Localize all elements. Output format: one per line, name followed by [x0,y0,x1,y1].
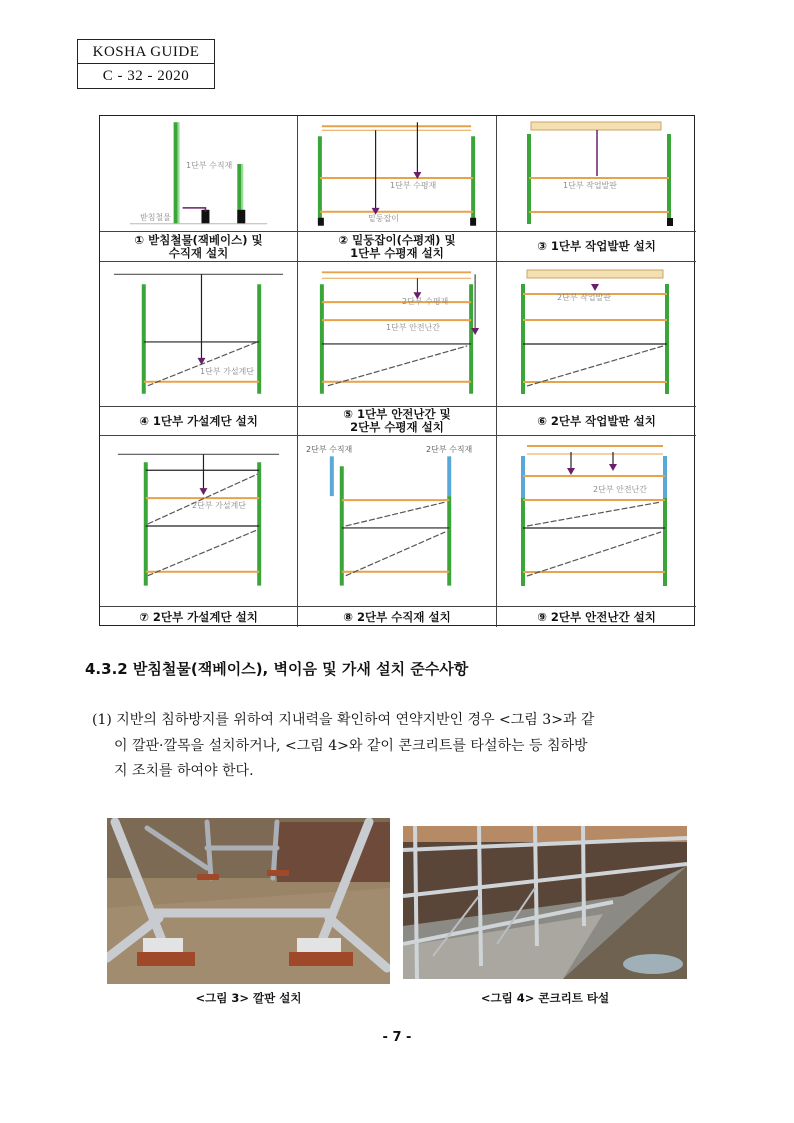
step-7-diagram [100,436,297,606]
installation-steps-grid [99,115,695,626]
step-8-caption: ⑧ 2단부 수직재 설치 [298,606,496,627]
step-1-caption: ① 받침철물(잭베이스) 및 수직재 설치 [100,231,297,261]
step-5-label-b: 1단부 안전난간 [386,323,441,332]
section-heading: 4.3.2 받침철물(잭베이스), 벽이음 및 가새 설치 준수사항 [85,660,469,678]
step-3-label: 1단부 작업발판 [563,181,618,190]
step-1-label-b: 받침철물 [140,213,171,222]
step-4-diagram [100,262,297,408]
step-6-label: 2단부 작업발판 [557,293,612,302]
step-4-label: 1단부 가설계단 [200,367,255,376]
step-2-label-b: 밑둥잡이 [368,214,399,223]
step-4-cell [100,262,298,436]
step-4-caption: ④ 1단부 가설계단 설치 [100,406,297,435]
figure-4-caption: <그림 4> 콘크리트 타설 [480,991,610,1005]
paragraph-line: 지 조치를 하여야 한다. [114,763,254,779]
document-code-box [77,39,215,89]
figure-3-caption: <그림 3> 깔판 설치 [195,991,302,1005]
step-8-diagram [298,436,496,606]
step-5-cell [298,262,497,436]
step-5-diagram [298,262,496,408]
step-2-label-a: 1단부 수평재 [390,181,437,190]
step-1-label-a: 1단부 수직재 [186,161,233,170]
step-9-label: 2단부 안전난간 [593,485,648,494]
paragraph-line: (1) 지반의 침하방지를 위하여 지내력을 확인하여 연약지반인 경우 <그림 3>과 같 [92,712,595,728]
paragraph-line: 이 깔판·깔목을 설치하거나, <그림 4>와 같이 콘크리트를 타설하는 등 침하방 [114,737,588,754]
figure-3-photo [107,818,390,984]
step-1-cell [100,116,298,262]
step-6-caption: ⑥ 2단부 작업발판 설치 [497,406,696,435]
step-5-label-a: 2단부 수평재 [402,297,449,306]
step-3-cell [497,116,696,262]
step-2-cell [298,116,497,262]
step-3-caption: ③ 1단부 작업발판 설치 [497,231,696,261]
step-8-label-a: 2단부 수직재 [306,445,353,454]
step-7-cell [100,436,298,627]
step-6-diagram [497,262,696,408]
step-8-cell [298,436,497,627]
step-7-caption: ⑦ 2단부 가설계단 설치 [100,606,297,627]
step-1-diagram [100,116,297,231]
step-5-caption: ⑤ 1단부 안전난간 및 2단부 수평재 설치 [298,406,496,435]
step-2-caption: ② 밑둥잡이(수평재) 및 1단부 수평재 설치 [298,231,496,261]
page-number: - 7 - [382,1030,412,1045]
guide-code: C - 32 - 2020 [102,68,190,84]
step-9-cell [497,436,696,627]
guide-title: KOSHA GUIDE [78,40,214,64]
step-6-cell [497,262,696,436]
paragraph-1 [92,708,724,785]
step-9-diagram [497,436,696,606]
step-8-label-b: 2단부 수직재 [426,445,473,454]
figure-4-photo [403,826,687,979]
step-7-label: 2단부 가설계단 [192,501,247,510]
step-9-caption: ⑨ 2단부 안전난간 설치 [497,606,696,627]
step-3-diagram [497,116,696,231]
